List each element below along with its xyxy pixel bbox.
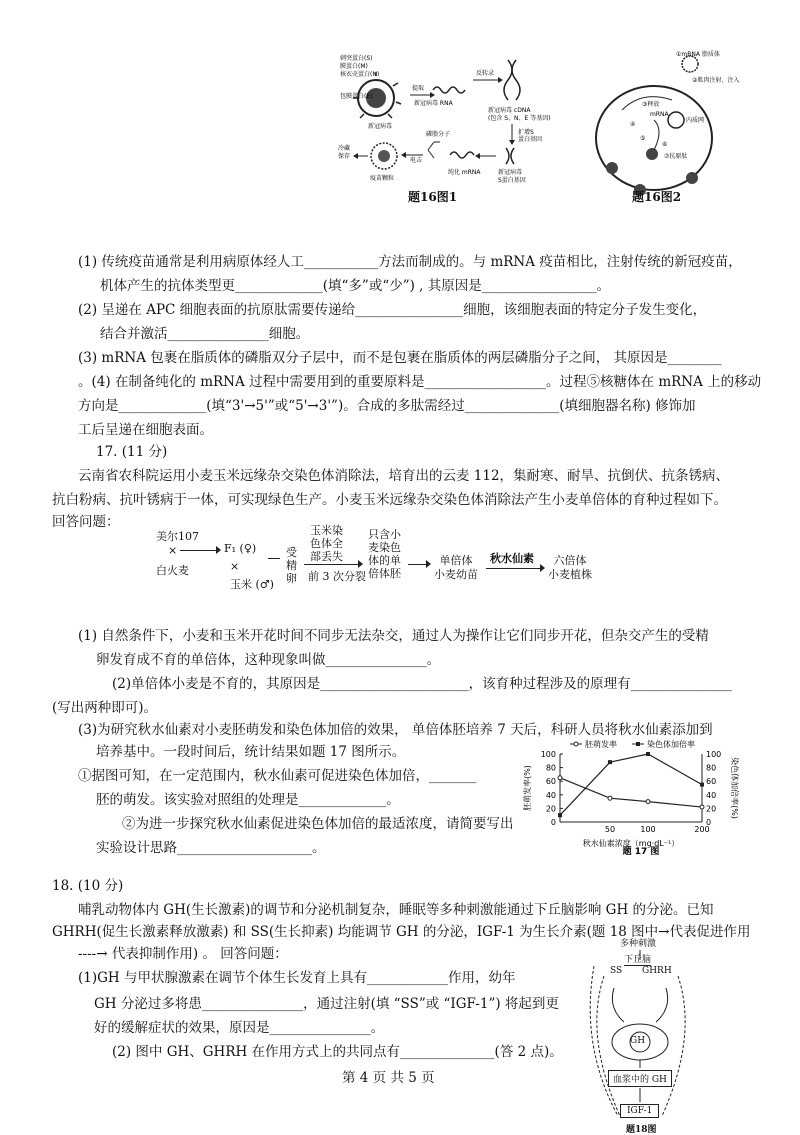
q17-para2: 抗白粉病、抗叶锈病于一体，可实现绿色生产。小麦玉米远缘杂交染色体消除法产生小麦单倍体的育种过程如下。	[52, 492, 727, 508]
q18-q1-line1: (1)GH 与甲状腺激素在调节个体生长发育上具有____________作用，幼年	[78, 970, 516, 986]
q17-q3-line2: 培养基中。一段时间后，统计结果如题 17 图所示。	[96, 744, 406, 760]
gh-caption: 题18图	[626, 1125, 657, 1135]
chart-ytick-left-3: 60	[545, 777, 556, 787]
label-envelope: 包膜蛋白(E)	[340, 93, 373, 100]
flow-step1: 受	[286, 546, 297, 559]
q16-line5: (3) mRNA 包裹在脂质体的磷脂双分子层中，而不是包裹在脂质体的两层磷脂分子之间， 其原因是________	[78, 350, 722, 366]
label-spike: 刺突蛋白(S)	[340, 55, 373, 62]
q17-q3-line6: 实验设计思路____________________。	[96, 840, 326, 856]
label-particle: 疫苗颗粒	[370, 175, 395, 182]
flow-parent1: 美尔107	[156, 530, 199, 543]
flow-only2: 麦染色	[368, 541, 401, 554]
flow-only	[368, 528, 401, 580]
chart-point-1-1	[608, 760, 612, 764]
q17-q3-line1: (3)为研究秋水仙素对小麦胚萌发和染色体加倍的效果， 单倍体胚培养 7 天后，科研人员将秋水仙素添加到	[78, 722, 713, 738]
label-antigen: ⑦抗原肽	[664, 153, 688, 160]
chart-point-0-0	[558, 776, 562, 780]
label-cdna: 新冠病毒 cDNA	[488, 107, 531, 114]
chart-point-0-3	[700, 805, 704, 809]
figure-18-gh-diagram	[582, 936, 700, 1135]
chart-ytick-right-1: 20	[706, 804, 717, 814]
flow-cross1: ×	[168, 544, 178, 557]
flow-mitosis: 前 3 次分裂	[308, 570, 366, 583]
flow-lost	[310, 524, 343, 563]
flow-only1: 只含小	[368, 528, 401, 541]
q16-line8: 工后呈递在细胞表面。	[78, 422, 213, 438]
flow-colchicine: 秋水仙素	[490, 552, 534, 565]
gh-ss: SS	[610, 966, 623, 976]
gh-hypothalamus: 下丘脑	[624, 952, 651, 966]
fig16-2-caption: 题16图2	[632, 190, 682, 204]
q16-line3: (2) 呈递在 APC 细胞表面的抗原肽需要传递给________________细胞，该细胞表面的特定分子发生变化，	[78, 302, 707, 318]
label-membrane: 膜蛋白(M)	[340, 63, 368, 70]
label-sgene: 蛋白基因	[518, 136, 543, 143]
chart-xlabel: 秋水仙素浓度（mg·dL⁻¹）	[582, 839, 680, 848]
flow-cross2: ×	[230, 560, 240, 573]
chart-xtick-2: 200	[694, 825, 710, 834]
label-step4: ④	[630, 121, 636, 128]
chart-xtick-0: 50	[604, 825, 616, 834]
q17-q2-line2: (写出两种即可)。	[52, 700, 158, 716]
fig16-2-diagram	[592, 50, 740, 200]
gh-ghrh: GHRH	[642, 966, 672, 976]
flow-hexa1: 六倍体	[553, 554, 587, 567]
figure-16-1	[338, 50, 578, 204]
label-step6: ⑥	[662, 141, 668, 148]
chart-xtick-1: 100	[640, 825, 656, 834]
flow-step2: 精	[286, 559, 297, 572]
flow-only3: 体的单	[368, 554, 401, 567]
q18-para1: 哺乳动物体内 GH(生长激素)的调节和分泌机制复杂，睡眠等多种刺激能通过下丘脑影响 GH 的分泌。已知	[78, 902, 714, 918]
q18-para3: ----→ 代表抑制作用) 。 回答问题：	[78, 946, 288, 962]
flow-haploid	[434, 554, 478, 582]
flow-parent2: 白火麦	[156, 564, 189, 577]
label-cdna-genes: (包含 S、N、E 等基因)	[488, 115, 551, 122]
gh-blood: 血浆中的 GH	[608, 1070, 672, 1087]
flow-lost1: 玉米染	[310, 524, 343, 537]
q17-heading: 17. (11 分)	[96, 444, 168, 460]
q18-q1-line3: 好的缓解症状的效果，原因是_______________。	[94, 1020, 385, 1036]
label-capsid: 核衣壳蛋白(N)	[340, 71, 380, 78]
chart-ytick-left-5: 100	[540, 750, 556, 759]
figure-17-chart	[520, 736, 740, 858]
q16-line4: 结合并激活_______________细胞。	[100, 326, 310, 342]
q16-line7: 方向是_____________(填“3'→5'”或“5'→3'”)。合成的多肽需经过______________(填细胞器名称) 修饰加	[78, 398, 696, 414]
flow-lost3: 部丢失	[310, 550, 343, 563]
flow-maize: 玉米 (♂)	[230, 578, 274, 591]
chart-point-0-1	[608, 796, 612, 800]
flow-f1: F₁ (♀)	[224, 542, 257, 555]
q18-q2-line: (2) 图中 GH、GHRH 在作用方式上的共同点有______________(答 2 点)。	[112, 1044, 563, 1060]
figure-16-2	[592, 50, 740, 204]
label-inject: ②肌肉注射、注入	[692, 77, 740, 84]
label-liposome: ①mRNA 脂质体	[676, 51, 720, 58]
fig16-1-caption: 题16图1	[408, 190, 458, 204]
q18-heading: 18. (10 分)	[52, 878, 124, 894]
flow-hexa2: 小麦植株	[548, 568, 592, 581]
chart-ytick-left-2: 40	[545, 790, 556, 800]
chart-point-1-2	[646, 752, 650, 756]
label-amplify: 扩增S	[518, 129, 534, 136]
q16-line2: 机体产生的抗体类型更_____________(填“多”或“少”) , 其原因是_________________。	[100, 278, 611, 294]
label-rt: 反转录	[476, 70, 495, 77]
gh-label: GH	[630, 1036, 646, 1046]
breeding-flow-diagram	[150, 524, 630, 604]
chart-series-line-1	[560, 754, 702, 815]
chart-ytick-right-4: 80	[706, 763, 717, 773]
chart17-svg	[520, 736, 740, 858]
chart-ytick-left-0: 0	[550, 818, 556, 827]
chart-legend-marker-1	[636, 742, 640, 746]
chart-ytick-right-5: 100	[706, 750, 722, 759]
q17-q1-line1: (1) 自然条件下，小麦和玉米开花时间不同步无法杂交，通过人为操作让它们同步开花，但杂交产生的受精	[78, 628, 709, 644]
label-extract: 提取	[412, 85, 425, 92]
chart-ytick-left-4: 80	[545, 763, 556, 773]
chart-ytick-right-2: 40	[706, 790, 717, 800]
chart-caption: 题 17 图	[622, 847, 660, 857]
flow-lost2: 色体全	[310, 537, 343, 550]
label-rna: 新冠病毒 RNA	[414, 100, 453, 107]
chart-ylabel-left: 胚萌发率(%)	[523, 765, 532, 811]
label-sgene2: S蛋白基因	[498, 177, 526, 184]
label-virus2: 新冠病毒	[498, 169, 523, 176]
label-electric: 电击	[410, 157, 423, 164]
q17-para3: 回答问题：	[52, 514, 120, 530]
flow-fertilized-egg	[286, 546, 297, 585]
label-mrna: 纯化 mRNA	[448, 169, 481, 176]
label-virus: 新冠病毒	[368, 123, 393, 130]
q17-q3-line3: ①据图可知，在一定范围内，秋水仙素可促进染色体加倍，_______	[78, 768, 477, 784]
fig16-1-diagram	[338, 50, 578, 200]
flow-hexaploid	[548, 554, 592, 582]
q17-q3-line5: ②为进一步探究秋水仙素促进染色体加倍的最适浓度，请简要写出	[122, 816, 514, 832]
q18-q1-line2: GH 分泌过多将患_______________，通过注射(填 “SS”或 “IGF-1”) 将起到更	[94, 996, 559, 1012]
chart-ylabel-right: 染色体加倍率(%)	[730, 757, 739, 819]
label-cold: 冷藏	[338, 145, 351, 152]
label-release: ③释放	[642, 101, 660, 108]
q16-line6: 。(4) 在制备纯化的 mRNA 过程中需要用到的重要原料是__________________。过程⑤核糖体在 mRNA 上的移动	[78, 374, 762, 390]
q16-line1: (1) 传统疫苗通常是利用病原体经人工___________方法而制成的。与 mRNA 疫苗相比，注射传统的新冠疫苗，	[78, 254, 742, 270]
chart-legend-label-1: 染色体加倍率	[647, 740, 695, 749]
chart-ytick-left-1: 20	[545, 804, 556, 814]
q17-para1: 云南省农科院运用小麦玉米远缘杂交染色体消除法，培育出的云麦 112，集耐寒、耐旱、抗倒伏、抗条锈病、	[78, 468, 730, 484]
gh-stim: 多种刺激	[620, 939, 657, 949]
chart-legend-marker-0	[574, 742, 578, 746]
q17-q1-line2: 卵发育成不育的单倍体，这种现象叫做_______________。	[96, 652, 441, 668]
chart-ytick-right-0: 0	[706, 818, 712, 827]
flow-haploid2: 小麦幼苗	[434, 568, 478, 581]
page-footer: 第 4 页 共 5 页	[342, 1070, 435, 1086]
q17-q2-line1: (2)单倍体小麦是不育的，其原因是______________________，该育种过程涉及的原理有_______________	[112, 676, 732, 692]
q18-para2: GHRH(促生长激素释放激素) 和 SS(生长抑素) 均能调节 GH 的分泌，IGF-1 为生长介素(题 18 图中→代表促进作用	[52, 924, 751, 940]
gh-igf1: IGF-1	[620, 1104, 659, 1118]
q17-q3-line4: 胚的萌发。该实验对照组的处理是_____________。	[96, 792, 400, 808]
flow-step3: 卵	[286, 572, 297, 585]
chart-ytick-right-3: 60	[706, 777, 717, 787]
label-mrna2: mRNA	[650, 111, 669, 118]
flow-only4: 倍体胚	[368, 567, 401, 580]
label-lipid: 磷脂分子	[426, 131, 451, 138]
chart-point-0-2	[646, 800, 650, 804]
flow-haploid1: 单倍体	[439, 554, 473, 567]
chart-legend-label-0: 胚萌发率	[585, 740, 617, 749]
chart-point-1-3	[700, 783, 704, 787]
chart-point-1-0	[558, 813, 562, 817]
label-store: 保存	[338, 153, 351, 160]
label-er: 内质网	[686, 117, 705, 124]
label-step5: ⑤	[640, 135, 646, 142]
